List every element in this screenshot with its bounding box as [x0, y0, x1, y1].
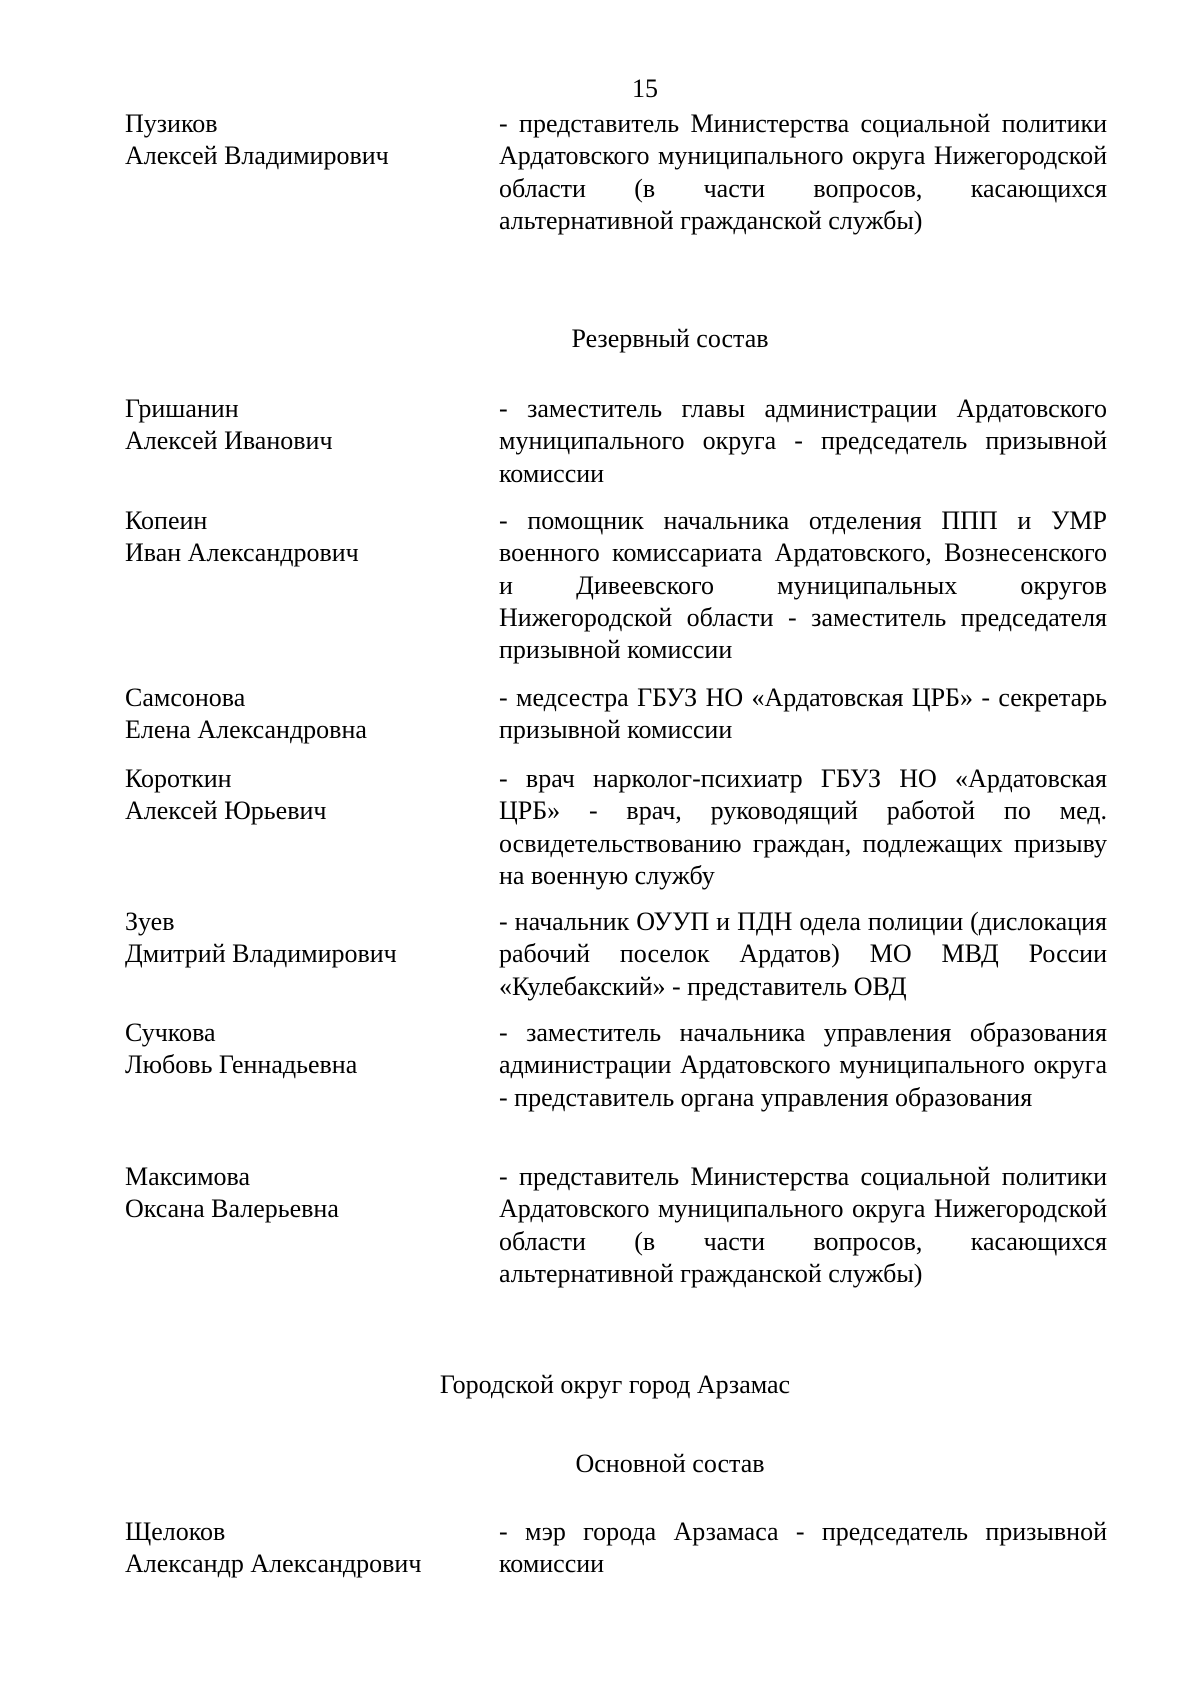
member-given-names: Елена Александровна [125, 715, 367, 744]
member-role: - заместитель главы администрации Ардатовского муниципального округа - председатель призывной комиссии [499, 394, 1107, 488]
member-name [125, 1017, 485, 1081]
member-given-names: Александр Александрович [125, 1549, 422, 1578]
member-name [125, 763, 485, 827]
member-name [125, 682, 485, 746]
member-role: - заместитель начальника управления образования администрации Ардатовского муниципального округа - представитель органа управления образования [499, 1018, 1107, 1112]
member-name [125, 906, 485, 970]
member-given-names: Алексей Владимирович [125, 141, 389, 170]
section-subheading: Основной состав [575, 1449, 765, 1478]
member-surname: Копеин [125, 506, 208, 535]
member-role: - представитель Министерства социальной политики Ардатовского муниципального округа Нижегородской области (в части вопросов, касающихся альтернативной гражданской службы) [499, 1162, 1107, 1288]
member-surname: Щелоков [125, 1517, 226, 1546]
section-heading: Городской округ город Арзамас [439, 1370, 791, 1399]
member-name [125, 1161, 485, 1225]
member-surname: Самсонова [125, 683, 246, 712]
member-name [125, 393, 485, 457]
page-number: 15 [632, 74, 658, 103]
member-given-names: Иван Александрович [125, 538, 359, 567]
member-given-names: Алексей Юрьевич [125, 796, 327, 825]
member-role: - начальник ОУУП и ПДН одела полиции (дислокация рабочий поселок Ардатов) МО МВД России «Кулебакский» - представитель ОВД [499, 907, 1107, 1001]
member-name [125, 108, 485, 172]
member-given-names: Любовь Геннадьевна [125, 1050, 358, 1079]
member-name [125, 1516, 485, 1580]
member-role: - мэр города Арзамаса - председатель призывной комиссии [499, 1517, 1107, 1579]
section-heading: Резервный состав [571, 324, 769, 353]
member-role: - медсестра ГБУЗ НО «Ардатовская ЦРБ» - секретарь призывной комиссии [499, 683, 1107, 745]
member-given-names: Оксана Валерьевна [125, 1194, 339, 1223]
member-surname: Сучкова [125, 1018, 216, 1047]
member-surname: Зуев [125, 907, 175, 936]
member-role: - врач нарколог-психиатр ГБУЗ НО «Ардатовская ЦРБ» - врач, руководящий работой по мед. освидетельствованию граждан, подлежащих призыву на военную службу [499, 764, 1107, 890]
member-surname: Гришанин [125, 394, 239, 423]
member-given-names: Алексей Иванович [125, 426, 333, 455]
member-role: - помощник начальника отделения ППП и УМР военного комиссариата Ардатовского, Вознесенского и Дивеевского муниципальных округов Нижегородской области - заместитель председателя призывной комиссии [499, 506, 1107, 665]
member-role: - представитель Министерства социальной политики Ардатовского муниципального округа Нижегородской области (в части вопросов, касающихся альтернативной гражданской службы) [499, 109, 1107, 235]
member-surname: Пузиков [125, 109, 218, 138]
member-given-names: Дмитрий Владимирович [125, 939, 397, 968]
member-surname: Максимова [125, 1162, 251, 1191]
member-name [125, 505, 485, 569]
member-surname: Короткин [125, 764, 232, 793]
